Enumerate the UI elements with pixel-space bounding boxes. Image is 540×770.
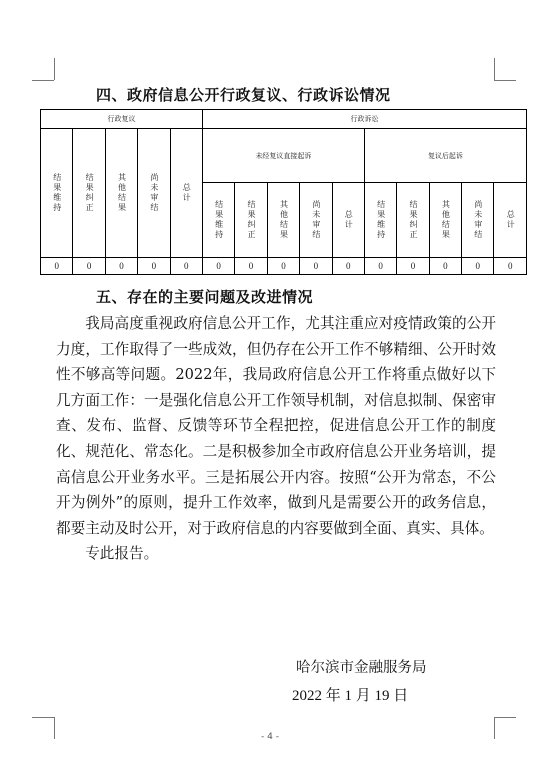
col-header: 结果纠正 xyxy=(397,183,429,258)
litigation-header: 行政诉讼 xyxy=(202,110,526,129)
crop-mark-bottom-left xyxy=(32,717,54,718)
col-header: 总计 xyxy=(494,183,526,258)
table-cell: 0 xyxy=(105,258,137,275)
crop-mark-top-right xyxy=(494,80,516,81)
table-cell: 0 xyxy=(300,258,332,275)
signing-date: 2022 年 1 月 19 日 xyxy=(292,688,409,704)
col-header: 结果维持 xyxy=(41,129,73,258)
body-paragraph: 我局高度重视政府信息公开工作，尤其注重应对疫情政策的公开力度，工作取得了一些成效，但仍存在公开工作不够精细、公开时效性不够高等问题。2022年，我局政府信息公开工作将重点做好以下几方面工作：一是强化信息公开工作领导机制，对信息拟制、保密审查、发布、监督、反馈等环节全程把控，促进信息公开工作的制度化、规范化、常态化。二是积极参加全市政府信息公开业务培训，提高信息公开业务水平。三是拓展公开内容。按照“公开为常态，不公开为例外”的原则，提升工作效率，做到凡是需要公开的政务信息，都要主动及时公开，对于政府信息的内容要做到全面、真实、具体。 xyxy=(56,315,496,537)
col-header: 其他结果 xyxy=(105,129,137,258)
after-review-header: 复议后起诉 xyxy=(364,129,526,183)
crop-mark-top-right xyxy=(494,58,495,80)
col-header: 尚未审结 xyxy=(138,129,170,258)
col-header: 总计 xyxy=(332,183,364,258)
review-header: 行政复议 xyxy=(41,110,203,129)
table-cell: 0 xyxy=(397,258,429,275)
table-cell: 0 xyxy=(138,258,170,275)
section4-title: 四、政府信息公开行政复议、行政诉讼情况 xyxy=(96,86,391,104)
table-cell: 0 xyxy=(235,258,267,275)
col-header: 结果纠正 xyxy=(235,183,267,258)
table-cell: 0 xyxy=(41,258,73,275)
page-number: - 4 - xyxy=(261,732,279,742)
table-cell: 0 xyxy=(364,258,396,275)
table-cell: 0 xyxy=(73,258,105,275)
table-cell: 0 xyxy=(170,258,202,275)
col-header: 尚未审结 xyxy=(300,183,332,258)
col-header: 结果纠正 xyxy=(73,129,105,258)
crop-mark-bottom-right xyxy=(494,717,516,718)
report-body xyxy=(56,311,496,567)
table-cell: 0 xyxy=(462,258,494,275)
direct-suit-header: 未经复议直接起诉 xyxy=(202,129,364,183)
review-litigation-table xyxy=(40,109,527,275)
section5-title: 五、存在的主要问题及改进情况 xyxy=(96,288,314,306)
crop-mark-top-left xyxy=(54,58,55,80)
table-cell: 0 xyxy=(202,258,234,275)
closing-paragraph: 专此报告。 xyxy=(85,545,159,563)
col-header: 结果维持 xyxy=(202,183,234,258)
col-header: 总计 xyxy=(170,129,202,258)
crop-mark-top-left xyxy=(32,80,54,81)
signing-organization: 哈尔滨市金融服务局 xyxy=(296,660,427,676)
table-cell: 0 xyxy=(429,258,461,275)
col-header: 尚未审结 xyxy=(462,183,494,258)
table-cell: 0 xyxy=(267,258,299,275)
table-cell: 0 xyxy=(332,258,364,275)
col-header: 其他结果 xyxy=(267,183,299,258)
col-header: 其他结果 xyxy=(429,183,461,258)
col-header: 结果维持 xyxy=(364,183,396,258)
table-cell: 0 xyxy=(494,258,526,275)
